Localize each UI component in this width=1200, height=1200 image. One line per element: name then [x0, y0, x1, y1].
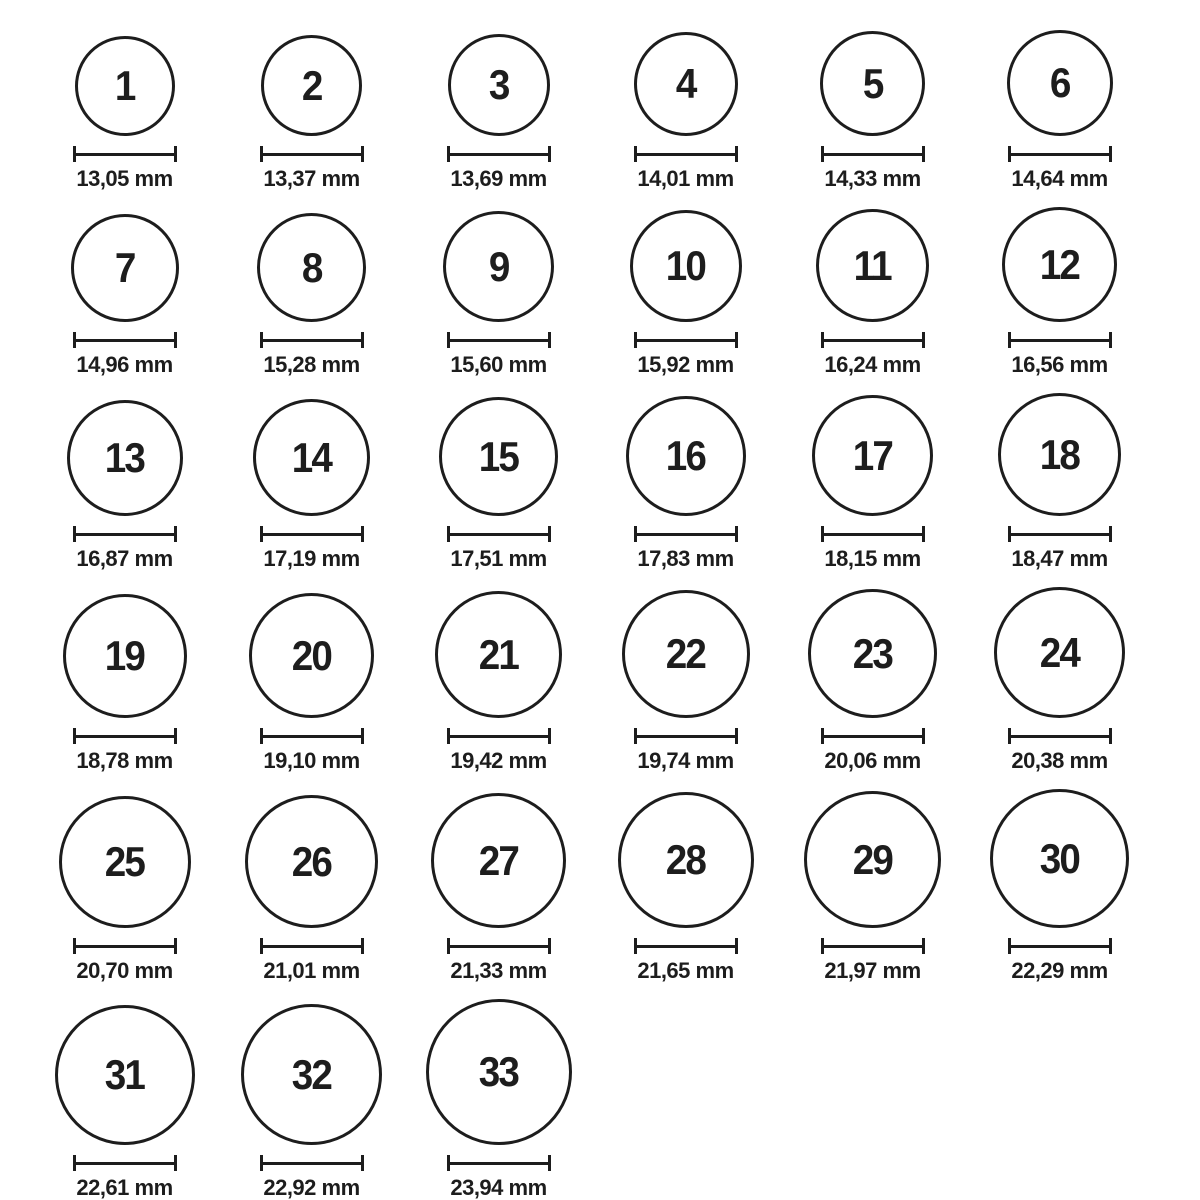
diameter-label: 17,51 mm [450, 546, 547, 571]
ring-size-number: 25 [104, 838, 145, 885]
ruler-line [824, 533, 922, 536]
diameter-ruler [447, 146, 551, 162]
diameter-ruler [634, 332, 738, 348]
diameter-label: 14,64 mm [1011, 166, 1108, 191]
ring-circle [998, 393, 1121, 516]
diameter-ruler [821, 146, 925, 162]
ring-circle [990, 789, 1129, 928]
ruler-line [824, 153, 922, 156]
diameter-label: 23,94 mm [450, 1175, 547, 1200]
ruler-line [450, 153, 548, 156]
ring-size-cell [405, 211, 592, 377]
ring-size-number: 30 [1039, 834, 1080, 882]
diameter-label: 18,47 mm [1011, 546, 1108, 571]
ring-size-number: 20 [291, 631, 332, 679]
diameter-ruler [447, 332, 551, 348]
ruler-line [637, 945, 735, 948]
diameter-label: 13,37 mm [263, 166, 360, 191]
ruler-line [450, 945, 548, 948]
diameter-ruler [260, 1155, 364, 1171]
ring-size-cell [405, 591, 592, 773]
ring-size-number: 21 [478, 630, 519, 678]
ring-size-cell [966, 587, 1153, 773]
ring-size-cell [592, 396, 779, 571]
ruler-line [76, 945, 174, 948]
diameter-ruler [260, 146, 364, 162]
ruler-line [76, 153, 174, 156]
diameter-ruler [1008, 332, 1112, 348]
ruler-line [450, 533, 548, 536]
ring-circle [245, 795, 378, 928]
ring-size-cell [405, 397, 592, 571]
ring-size-number: 14 [291, 433, 332, 481]
ruler-line [450, 735, 548, 738]
ring-size-number: 3 [488, 61, 509, 108]
diameter-ruler [447, 1155, 551, 1171]
diameter-ruler [821, 526, 925, 542]
diameter-label: 16,87 mm [76, 546, 173, 571]
diameter-ruler [73, 332, 177, 348]
diameter-ruler [260, 526, 364, 542]
diameter-label: 19,10 mm [263, 748, 360, 773]
ring-size-number: 28 [665, 836, 706, 883]
diameter-ruler [73, 526, 177, 542]
diameter-ruler [821, 938, 925, 954]
diameter-label: 21,97 mm [824, 958, 921, 983]
ring-size-number: 27 [478, 836, 519, 884]
ring-size-cell [31, 400, 218, 571]
ruler-line [637, 533, 735, 536]
ring-size-cell [779, 589, 966, 773]
ruler-line [1011, 339, 1109, 342]
ring-size-number: 4 [675, 60, 696, 107]
ruler-line [263, 735, 361, 738]
diameter-label: 17,19 mm [263, 546, 360, 571]
ring-size-number: 9 [488, 242, 509, 290]
diameter-label: 14,01 mm [637, 166, 734, 191]
ring-circle [626, 396, 746, 516]
ring-size-number: 7 [114, 244, 135, 291]
ring-circle [630, 210, 742, 322]
ring-circle [448, 34, 550, 136]
diameter-ruler [447, 938, 551, 954]
ring-size-number: 18 [1039, 430, 1080, 478]
ring-size-number: 24 [1039, 628, 1080, 676]
ruler-line [824, 945, 922, 948]
ruler-line [263, 533, 361, 536]
ring-circle [249, 593, 374, 718]
diameter-ruler [1008, 146, 1112, 162]
ring-circle [63, 594, 187, 718]
diameter-label: 16,56 mm [1011, 352, 1108, 377]
ruler-line [637, 339, 735, 342]
diameter-ruler [821, 332, 925, 348]
diameter-ruler [1008, 938, 1112, 954]
diameter-label: 15,92 mm [637, 352, 734, 377]
ring-size-number: 22 [665, 630, 706, 677]
ring-size-number: 10 [665, 242, 706, 289]
diameter-ruler [634, 526, 738, 542]
ring-size-number: 13 [104, 434, 145, 481]
diameter-label: 19,74 mm [637, 748, 734, 773]
ruler-line [450, 339, 548, 342]
diameter-ruler [447, 526, 551, 542]
diameter-label: 14,33 mm [824, 166, 921, 191]
ruler-line [637, 735, 735, 738]
ring-size-number: 5 [862, 59, 883, 107]
ring-size-cell [31, 1005, 218, 1200]
ring-size-cell [592, 590, 779, 773]
ruler-line [824, 339, 922, 342]
ring-circle [435, 591, 562, 718]
ring-circle [71, 214, 179, 322]
ring-size-number: 16 [665, 432, 706, 479]
diameter-ruler [260, 332, 364, 348]
ruler-line [1011, 735, 1109, 738]
ring-circle [1007, 30, 1113, 136]
diameter-label: 20,70 mm [76, 958, 173, 983]
ring-size-cell [31, 796, 218, 983]
ring-size-cell [31, 36, 218, 191]
ring-size-number: 6 [1049, 59, 1070, 106]
ring-circle [261, 35, 362, 136]
diameter-label: 22,29 mm [1011, 958, 1108, 983]
ruler-line [263, 1162, 361, 1165]
ring-size-cell [218, 35, 405, 191]
diameter-label: 20,06 mm [824, 748, 921, 773]
ring-circle [431, 793, 566, 928]
diameter-ruler [821, 728, 925, 744]
diameter-ruler [1008, 728, 1112, 744]
diameter-label: 21,65 mm [637, 958, 734, 983]
diameter-label: 19,42 mm [450, 748, 547, 773]
ring-size-number: 1 [114, 62, 135, 109]
ring-size-cell [779, 395, 966, 571]
diameter-label: 13,05 mm [76, 166, 173, 191]
diameter-label: 17,83 mm [637, 546, 734, 571]
diameter-ruler [73, 1155, 177, 1171]
diameter-ruler [260, 938, 364, 954]
ring-size-cell [405, 999, 592, 1200]
ruler-line [263, 153, 361, 156]
ring-circle [1002, 207, 1117, 322]
diameter-label: 16,24 mm [824, 352, 921, 377]
diameter-ruler [1008, 526, 1112, 542]
ring-size-cell [405, 34, 592, 191]
ring-size-cell [31, 214, 218, 377]
ring-circle [618, 792, 754, 928]
ring-size-cell [779, 31, 966, 191]
ring-circle [808, 589, 937, 718]
diameter-ruler [447, 728, 551, 744]
ring-circle [994, 587, 1125, 718]
ring-size-number: 17 [852, 431, 893, 479]
ring-size-cell [592, 32, 779, 191]
diameter-label: 21,33 mm [450, 958, 547, 983]
ring-size-cell [31, 594, 218, 773]
ruler-line [637, 153, 735, 156]
ruler-line [1011, 533, 1109, 536]
ring-circle [67, 400, 183, 516]
ring-size-number: 31 [104, 1051, 145, 1098]
diameter-ruler [73, 146, 177, 162]
diameter-ruler [260, 728, 364, 744]
ring-size-cell [405, 793, 592, 983]
ring-circle [443, 211, 554, 322]
ring-size-number: 26 [291, 837, 332, 885]
ruler-line [76, 339, 174, 342]
diameter-label: 15,60 mm [450, 352, 547, 377]
ruler-line [450, 1162, 548, 1165]
ring-circle [804, 791, 941, 928]
ring-circle [812, 395, 933, 516]
diameter-label: 13,69 mm [450, 166, 547, 191]
ring-size-number: 8 [301, 243, 322, 291]
ruler-line [76, 735, 174, 738]
ring-circle [426, 999, 572, 1145]
ring-size-number: 2 [301, 61, 322, 109]
ring-size-cell [592, 210, 779, 377]
ring-circle [253, 399, 370, 516]
ring-size-cell [218, 1004, 405, 1200]
ring-size-cell [966, 207, 1153, 377]
diameter-label: 22,92 mm [263, 1175, 360, 1200]
ring-size-cell [218, 795, 405, 983]
ruler-line [76, 1162, 174, 1165]
ring-circle [55, 1005, 195, 1145]
ruler-line [263, 339, 361, 342]
ring-size-cell [218, 213, 405, 377]
ruler-line [824, 735, 922, 738]
ruler-line [76, 533, 174, 536]
diameter-ruler [634, 146, 738, 162]
ring-circle [816, 209, 929, 322]
ring-circle [622, 590, 750, 718]
diameter-label: 18,15 mm [824, 546, 921, 571]
diameter-label: 22,61 mm [76, 1175, 173, 1200]
ring-size-number: 12 [1039, 240, 1080, 288]
diameter-label: 21,01 mm [263, 958, 360, 983]
diameter-label: 15,28 mm [263, 352, 360, 377]
ring-size-cell [966, 393, 1153, 571]
diameter-label: 18,78 mm [76, 748, 173, 773]
diameter-ruler [73, 938, 177, 954]
ruler-line [1011, 153, 1109, 156]
ring-size-number: 29 [852, 835, 893, 883]
ring-size-number: 19 [104, 632, 145, 679]
ring-size-cell [779, 209, 966, 377]
diameter-ruler [73, 728, 177, 744]
ring-size-number: 15 [478, 432, 519, 480]
ring-circle [257, 213, 366, 322]
ring-size-cell [779, 791, 966, 983]
diameter-label: 14,96 mm [76, 352, 173, 377]
ring-size-number: 32 [291, 1050, 332, 1098]
diameter-label: 20,38 mm [1011, 748, 1108, 773]
ring-size-cell [966, 30, 1153, 191]
ring-size-number: 11 [853, 241, 892, 289]
ruler-line [263, 945, 361, 948]
ring-circle [241, 1004, 382, 1145]
ring-size-cell [218, 593, 405, 773]
ring-circle [59, 796, 191, 928]
diameter-ruler [634, 728, 738, 744]
ring-size-cell [592, 792, 779, 983]
ring-circle [820, 31, 925, 136]
ring-size-number: 33 [478, 1048, 519, 1095]
ruler-line [1011, 945, 1109, 948]
ring-circle [75, 36, 175, 136]
ring-circle [634, 32, 738, 136]
ring-circle [439, 397, 558, 516]
ring-size-number: 23 [852, 629, 893, 677]
diameter-ruler [634, 938, 738, 954]
ring-size-cell [966, 789, 1153, 983]
ring-size-cell [218, 399, 405, 571]
